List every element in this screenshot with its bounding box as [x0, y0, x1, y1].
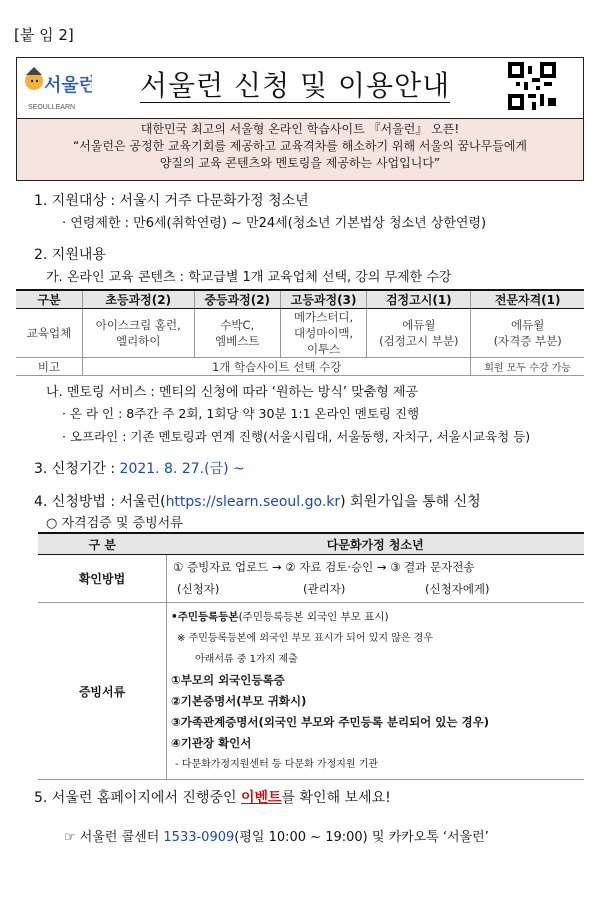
- note-extra: 회원 모두 수강 가능: [471, 358, 584, 376]
- section-1-title: 1. 지원대상 : 서울시 거주 다문화가정 청소년: [34, 193, 309, 209]
- section-3-title: 3. 신청기간 : 2021. 8. 27.(금) ~: [34, 461, 245, 477]
- age-limit: · 연령제한 : 만6세(취학연령) ~ 만24세(청소년 기본법상 청소년 상한연령): [62, 216, 487, 231]
- table-cell: 에듀윌 (자격증 부분): [471, 309, 584, 358]
- page-title: 서울런 신청 및 이용안내: [140, 69, 451, 102]
- row-label: 교육업체: [16, 309, 83, 358]
- document-list: •주민등록등본(주민등록등본 외국인 부모 표시) ※ 주민등록등본에 외국인 부모 표시가 되어 있지 않은 경우 아래서류 중 1가지 제출 ①부모의 외국인등록증 ②기본증명서(부모 귀화시) ③가족관계증명서(외국인 부모와 주민등록 분리되어 있는 경우) ④기관장 확인서 - 다문화가정지원센터 등 다문화 가정지원 기관: [167, 603, 585, 780]
- section-4-title: 4. 신청방법 : 서울런(https://slearn.seoul.go.kr) 회원가입을 통해 신청: [34, 494, 481, 510]
- verification-steps: ① 증빙자료 업로드 → ② 자료 검토·승인 → ③ 결과 문자전송 (신청자) (관리자) (신청자에게): [167, 555, 585, 603]
- col-header: 검정고시(1): [367, 290, 471, 309]
- row-label: 확인방법: [38, 555, 167, 603]
- col-header: 고등과정(3): [280, 290, 366, 309]
- intro-line-2: “서울런은 공정한 교육기회를 제공하고 교육격차를 해소하기 위해 서울의 꿈나무들에게: [72, 139, 528, 153]
- intro-box: [16, 119, 584, 181]
- col-header: 구 분: [38, 533, 167, 555]
- logo-subtext: SEOULLEARN: [28, 104, 76, 111]
- verification-table: [38, 532, 584, 780]
- attachment-label: [붙 임 2]: [14, 26, 74, 44]
- table-cell: 수박C, 엠베스트: [194, 309, 280, 358]
- logo-text: 서울런: [44, 75, 92, 95]
- col-header: 중등과정(2): [194, 290, 280, 309]
- table-cell: 아이스크림 홈런, 엘리하이: [83, 309, 195, 358]
- event-link[interactable]: 이벤트: [240, 790, 282, 806]
- mentoring-offline: · 오프라인 : 기존 멘토링과 연계 진행(서울시립대, 서울동행, 자치구, 서울시교육청 등): [62, 429, 531, 444]
- table-cell: 에듀윌 (검정고시 부분): [367, 309, 471, 358]
- row-label: 증빙서류: [38, 603, 167, 780]
- online-content-heading: 가. 온라인 교육 콘텐츠 : 학교급별 1개 교육업체 선택, 강의 무제한 수강: [46, 270, 452, 285]
- intro-line-3: 양질의 교육 콘텐츠와 멘토링을 제공하는 사업입니다”: [159, 156, 441, 170]
- section-5-title: 5. 서울런 홈페이지에서 진행중인 이벤트를 확인해 보세요!: [34, 790, 391, 806]
- col-header: 전문자격(1): [471, 290, 584, 309]
- table-cell: 메가스터디, 대성마이맥, 이투스: [280, 309, 366, 358]
- verification-heading: ○ 자격검증 및 증빙서류: [46, 516, 183, 531]
- col-header: 구분: [16, 290, 83, 309]
- col-header: 다문화가정 청소년: [167, 533, 585, 555]
- note-label: 비고: [16, 358, 83, 376]
- mentoring-online: · 온 라 인 : 8주간 주 2회, 1회당 약 30분 1:1 온라인 멘토링 진행: [62, 406, 420, 421]
- education-content-table: [16, 289, 584, 376]
- call-center-number[interactable]: 1533-0909: [163, 830, 235, 845]
- qr-code-icon: [508, 62, 556, 110]
- call-center-info: ☞ 서울런 콜센터 1533-0909(평일 10:00 ~ 19:00) 및 카카오톡 ‘서울런’: [64, 830, 489, 845]
- application-period: 2021. 8. 27.(금) ~: [119, 461, 245, 477]
- seoullearn-logo: [22, 61, 92, 115]
- section-2-title: 2. 지원내용: [34, 247, 106, 263]
- intro-line-1: 대한민국 최고의 서울형 온라인 학습사이트 『서울런』 오픈!: [140, 122, 460, 136]
- mentoring-heading: 나. 멘토링 서비스 : 멘티의 신청에 따라 ‘원하는 방식’ 맞춤형 제공: [46, 385, 419, 400]
- note-text: 1개 학습사이트 선택 수강: [83, 358, 471, 376]
- col-header: 초등과정(2): [83, 290, 195, 309]
- seoullearn-url-link[interactable]: https://slearn.seoul.go.kr: [165, 494, 341, 510]
